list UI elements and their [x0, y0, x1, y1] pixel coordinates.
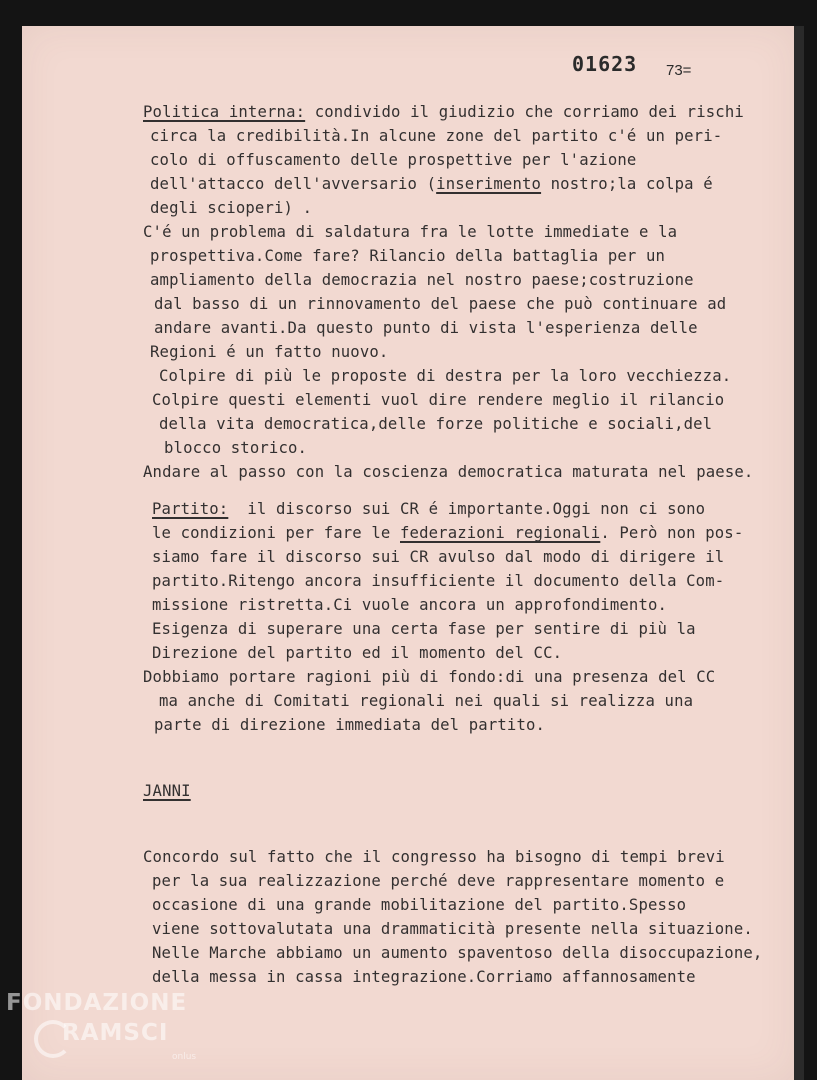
text-line — [152, 620, 696, 638]
text-line — [152, 872, 724, 890]
text-line — [154, 295, 726, 313]
text-segment: andare avanti.Da questo punto di vista l'esperienza delle — [154, 319, 698, 337]
text-line — [159, 367, 731, 385]
text-segment: Direzione del partito ed il momento del CC. — [152, 644, 563, 662]
text-segment: della messa in cassa integrazione.Corriamo affannosamente — [152, 968, 696, 986]
text-segment: Regioni é un fatto nuovo. — [150, 343, 389, 361]
text-segment: prospettiva.Come fare? Rilancio della battaglia per un — [150, 247, 666, 265]
text-segment: il discorso sui CR é importante.Oggi non ci sono — [228, 500, 706, 518]
text-line — [152, 500, 705, 518]
text-segment: circa la credibilità.In alcune zone del partito c'é un peri- — [150, 127, 723, 145]
text-line — [152, 391, 724, 409]
text-line — [143, 782, 191, 800]
text-line — [143, 848, 725, 866]
text-line — [152, 644, 562, 662]
text-segment: degli scioperi) . — [150, 199, 313, 217]
text-line — [150, 199, 312, 217]
text-segment: C'é un problema di saldatura fra le lotte immediate e la — [143, 223, 678, 241]
text-line — [143, 103, 744, 121]
text-line — [152, 896, 686, 914]
text-segment: ma anche di Comitati regionali nei quali si realizza una — [159, 692, 694, 710]
text-segment: della vita democratica,delle forze politiche e sociali,del — [159, 415, 713, 433]
text-line — [150, 151, 636, 169]
text-line — [143, 223, 677, 241]
text-line — [152, 524, 743, 542]
underlined-heading: inserimento — [436, 175, 542, 193]
text-line — [152, 944, 762, 962]
text-line — [152, 572, 724, 590]
text-segment: Colpire di più le proposte di destra per la loro vecchiezza. — [159, 367, 732, 385]
text-segment: blocco storico. — [164, 439, 308, 457]
text-segment: dell'attacco dell'avversario ( — [150, 175, 437, 193]
archive-number: 01623 — [572, 52, 638, 76]
text-line — [152, 548, 724, 566]
text-segment: Andare al passo con la coscienza democratica maturata nel paese. — [143, 463, 754, 481]
underlined-heading: Partito: — [152, 500, 229, 518]
text-line — [143, 463, 753, 481]
text-segment: Dobbiamo portare ragioni più di fondo:di una presenza del CC — [143, 668, 716, 686]
text-segment: le condizioni per fare le — [152, 524, 400, 542]
text-line — [164, 439, 307, 457]
watermark-line1: FONDAZIONE — [6, 990, 188, 1016]
page-edge — [794, 26, 804, 1080]
text-line — [150, 343, 388, 361]
text-segment: siamo fare il discorso sui CR avulso dal modo di dirigere il — [152, 548, 725, 566]
text-line — [150, 127, 722, 145]
text-line — [159, 415, 712, 433]
page-number: 73= — [666, 62, 692, 79]
text-line — [154, 716, 545, 734]
text-segment: colo di offuscamento delle prospettive per l'azione — [150, 151, 637, 169]
text-line — [152, 596, 667, 614]
underlined-heading: federazioni regionali — [400, 524, 601, 542]
text-segment: Esigenza di superare una certa fase per sentire di più la — [152, 620, 696, 638]
text-segment: Nelle Marche abbiamo un aumento spaventoso della disoccupazione, — [152, 944, 763, 962]
text-segment: Colpire questi elementi vuol dire rendere meglio il rilancio — [152, 391, 725, 409]
text-line — [152, 920, 753, 938]
underlined-heading: JANNI — [143, 782, 191, 800]
text-segment: condivido il giudizio che corriamo dei rischi — [305, 103, 744, 121]
watermark-line2: RAMSCI — [62, 1020, 169, 1046]
text-segment: ampliamento della democrazia nel nostro paese;costruzione — [150, 271, 694, 289]
text-segment: partito.Ritengo ancora insufficiente il documento della Com- — [152, 572, 725, 590]
text-segment: nostro;la colpa é — [541, 175, 713, 193]
text-line — [154, 319, 698, 337]
text-line — [152, 968, 696, 986]
text-segment: per la sua realizzazione perché deve rappresentare momento e — [152, 872, 725, 890]
text-segment: . Però non pos- — [600, 524, 744, 542]
text-line — [150, 247, 665, 265]
text-line — [150, 271, 694, 289]
text-segment: occasione di una grande mobilitazione del partito.Spesso — [152, 896, 687, 914]
text-segment: dal basso di un rinnovamento del paese che può continuare ad — [154, 295, 727, 313]
text-line — [143, 668, 715, 686]
text-segment: missione ristretta.Ci vuole ancora un approfondimento. — [152, 596, 668, 614]
text-segment: viene sottovalutata una drammaticità presente nella situazione. — [152, 920, 753, 938]
underlined-heading: Politica interna: — [143, 103, 306, 121]
watermark-logo — [4, 990, 204, 1076]
text-segment: Concordo sul fatto che il congresso ha bisogno di tempi brevi — [143, 848, 725, 866]
text-line — [159, 692, 693, 710]
text-segment: parte di direzione immediata del partito. — [154, 716, 546, 734]
text-line — [150, 175, 713, 193]
watermark-suffix: onlus — [172, 1052, 197, 1062]
